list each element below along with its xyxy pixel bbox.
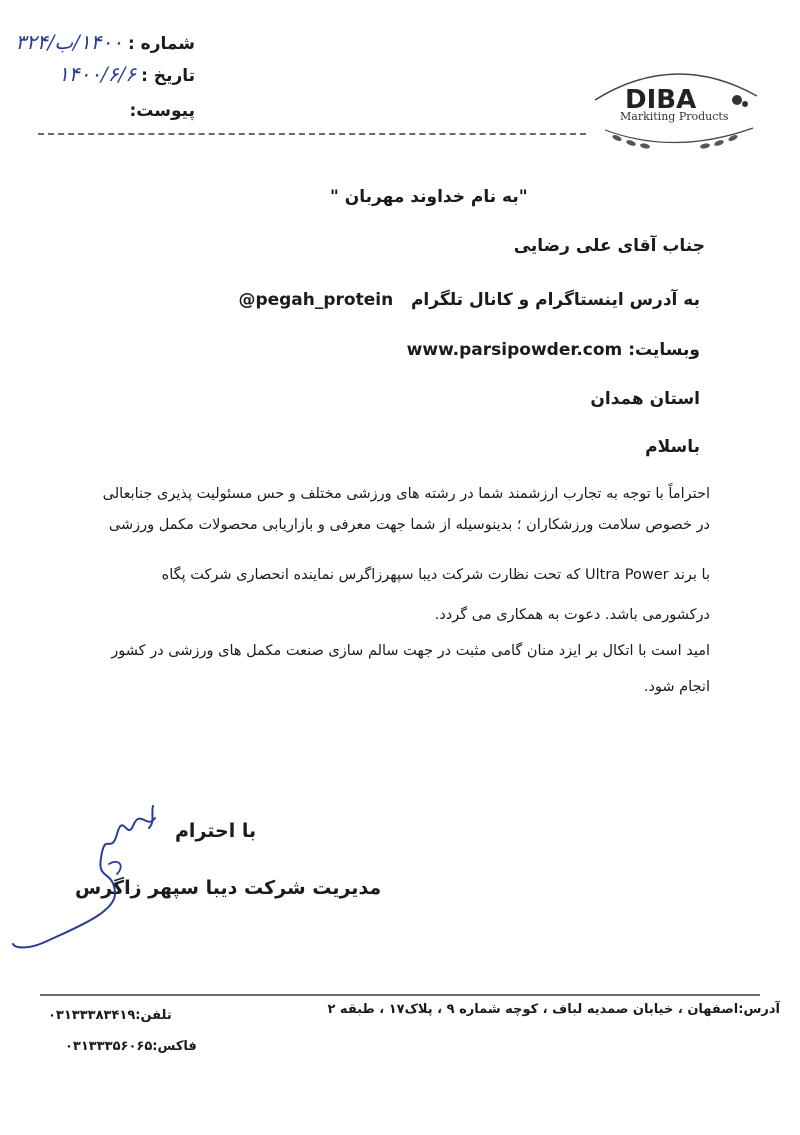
date-row [58, 62, 195, 86]
body-line-2: در خصوص سلامت ورزشکاران ؛ بدینوسیله از شما جهت معرفی و بازاریابی محصولات مکمل ورزشی [108, 517, 710, 533]
body-line-4: درکشورمی باشد. دعوت به همکاری می گردد. [434, 607, 710, 623]
website-link[interactable]: www.parsipowder.com [406, 340, 623, 360]
number-row [15, 30, 195, 54]
date-value: ۱۴۰۰/۶/۶ [58, 62, 136, 86]
closing-line: با احترام [175, 820, 257, 842]
province-line: استان همدان [590, 389, 700, 409]
handwritten-signature [5, 800, 180, 960]
body-line-3: با برند Ultra Power که تحت نظارت شرکت دیبا سپهرزاگرس نماینده انحصاری شرکت پگاه [161, 567, 710, 583]
signatory-line: مدیریت شرکت دیبا سپهر زاگرس [75, 877, 382, 899]
date-label: تاریخ : [141, 66, 195, 86]
number-label: شماره : [127, 34, 195, 54]
number-value: ۱۴۰۰/ب/۳۲۴ [15, 30, 123, 54]
instagram-handle[interactable]: @pegah_protein [238, 290, 394, 310]
recipient-line: جناب آقای علی رضایی [513, 236, 705, 256]
logo-brand: DIBA [625, 85, 697, 115]
body-line-6: انجام شود. [643, 679, 710, 695]
footer-divider [40, 994, 760, 996]
website-line [407, 340, 700, 360]
website-label: وبسایت: [628, 340, 700, 360]
company-logo [585, 58, 765, 158]
greeting-line: باسلام [645, 437, 700, 457]
body-line-1: احتراماً با توجه به تجارب ارزشمند شما در رشته های ورزشی مختلف و حس مسئولیت پذیری جنابعالی [102, 486, 710, 502]
logo-subtitle: Markiting Products [620, 110, 729, 123]
social-address-line [238, 290, 700, 310]
attachment-label: پیوست: [129, 101, 195, 121]
social-address-prefix: به آدرس اینستاگرام و کانال تلگرام [410, 290, 700, 310]
footer-phone: تلفن:۰۳۱۳۳۳۸۳۴۱۹ [48, 1008, 172, 1023]
footer-fax: فاکس:۰۳۱۳۳۳۵۶۰۶۵ [65, 1039, 197, 1054]
letter-invocation: "به نام خداوند مهربان " [330, 187, 528, 207]
header-divider [38, 133, 586, 135]
body-line-5: امید است با اتکال بر ایزد منان گامی مثبت در جهت سالم سازی صنعت مکمل های ورزشی در کشور [111, 643, 710, 659]
footer-address: آدرس:اصفهان ، خیابان صمدیه لباف ، کوچه شماره ۹ ، پلاک۱۷ ، طبقه ۲ [327, 1002, 780, 1017]
